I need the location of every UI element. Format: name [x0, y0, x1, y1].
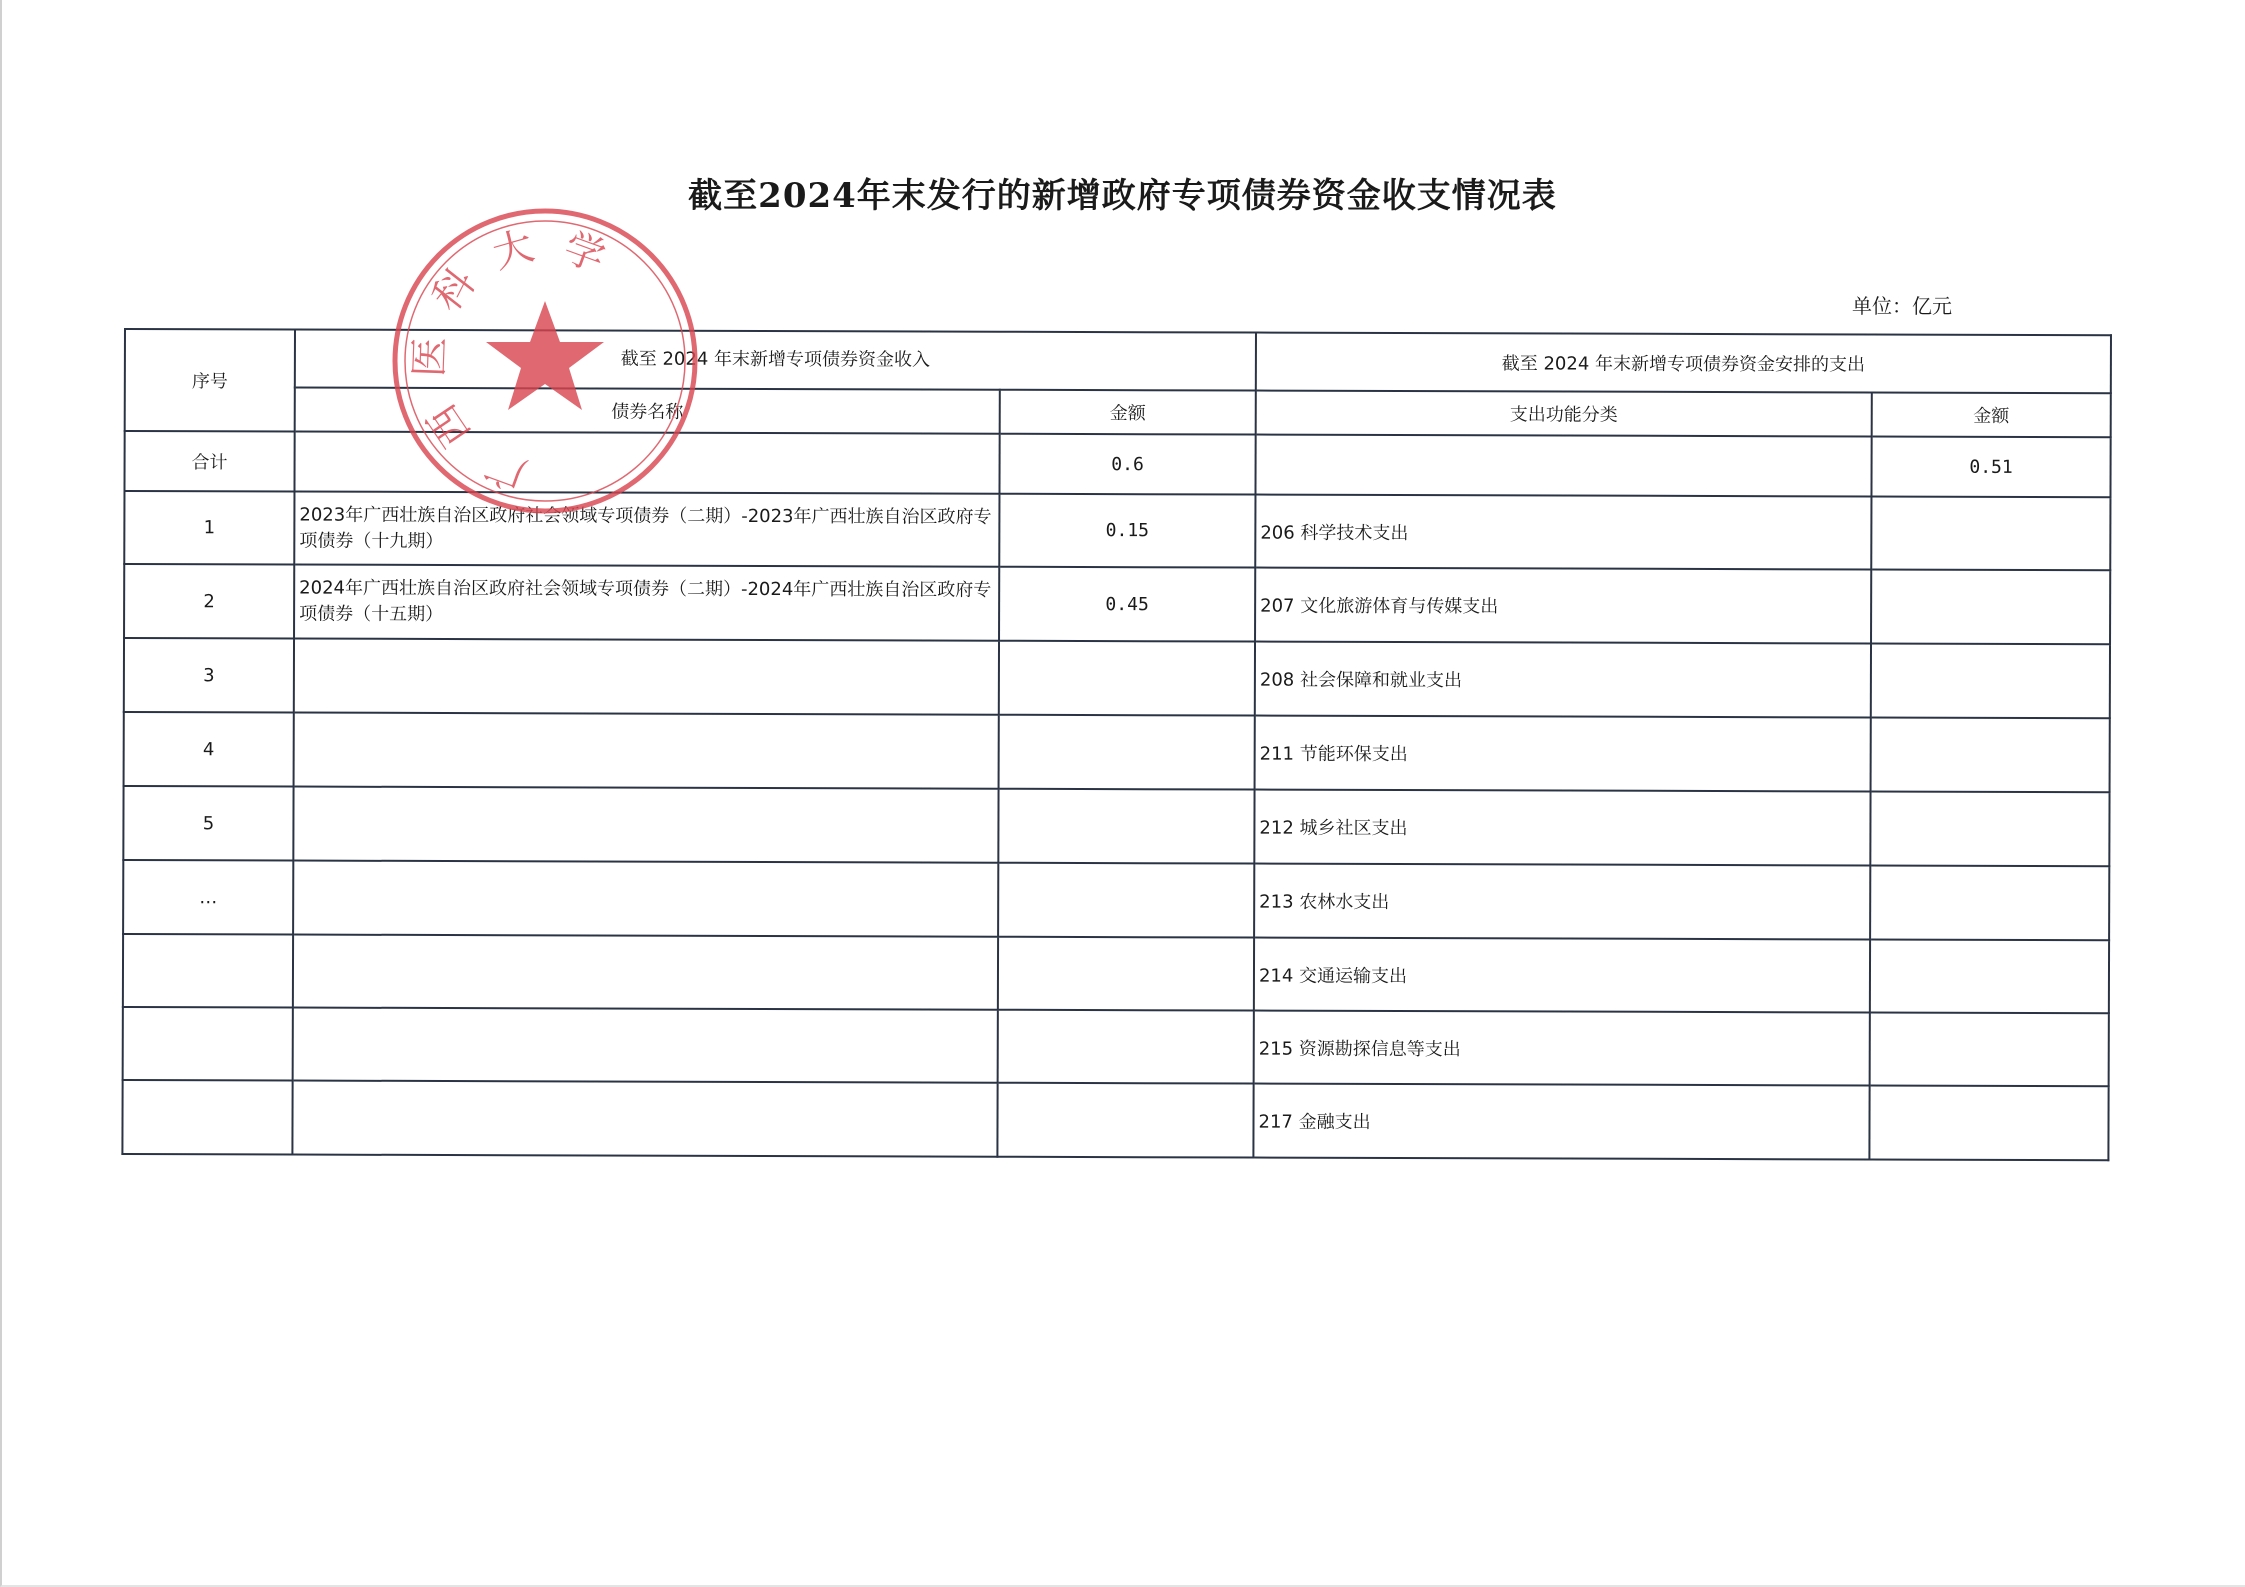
table-row [123, 934, 2109, 1013]
row-income-amount: 0.45 [999, 567, 1255, 642]
header-seq: 序号 [125, 329, 295, 432]
row-income-amount [997, 1083, 1253, 1158]
row-bond-name: 2023年广西壮族自治区政府社会领域专项债券（二期）-2023年广西壮族自治区政府专项债券（十九期） [294, 492, 999, 567]
row-expense-category: 206 科学技术支出 [1255, 495, 1871, 570]
row-expense-amount [1869, 1085, 2108, 1160]
seal-char: 科 [423, 260, 485, 321]
seal-char: 医 [406, 336, 454, 378]
table-row [124, 638, 2110, 718]
row-bond-name [293, 935, 998, 1010]
row-income-amount: 0.15 [999, 494, 1255, 568]
total-income-amount: 0.6 [999, 434, 1255, 495]
row-seq: 2 [124, 564, 294, 639]
header-bond-name: 债券名称 [295, 388, 1000, 434]
row-expense-amount [1871, 643, 2110, 718]
row-expense-amount [1870, 791, 2109, 866]
row-income-amount [998, 789, 1254, 864]
table-row [124, 564, 2110, 644]
row-expense-amount [1870, 939, 2109, 1013]
row-expense-category: 211 节能环保支出 [1255, 716, 1871, 792]
row-income-amount [999, 641, 1255, 716]
seal-char: 西 [419, 395, 480, 455]
row-seq: 3 [124, 638, 294, 713]
row-bond-name [292, 1081, 997, 1157]
total-expense-category [1255, 435, 1871, 497]
row-expense-amount [1870, 865, 2109, 940]
row-bond-name [294, 713, 999, 789]
official-seal [380, 196, 710, 526]
row-expense-amount [1871, 496, 2110, 570]
row-seq [123, 1007, 293, 1081]
seal-char: 学 [557, 224, 611, 282]
table-row [123, 860, 2109, 940]
row-expense-category: 217 金融支出 [1253, 1084, 1869, 1160]
total-label: 合计 [124, 431, 294, 492]
row-expense-amount [1871, 569, 2110, 644]
document-title: 截至2024年末发行的新增政府专项债券资金收支情况表 [688, 176, 1557, 216]
header-income-amount: 金额 [1000, 390, 1256, 435]
seal-text [406, 223, 611, 498]
row-expense-category: 208 社会保障和就业支出 [1255, 642, 1871, 718]
table-row [124, 712, 2110, 792]
row-bond-name [293, 787, 998, 863]
row-bond-name [294, 639, 999, 715]
row-bond-name: 2024年广西壮族自治区政府社会领域专项债券（二期）-2024年广西壮族自治区政府专项债券（十五期） [294, 565, 999, 641]
row-income-amount [999, 715, 1255, 790]
star-icon [486, 301, 604, 410]
unit-label: 单位：亿元 [1852, 294, 1952, 318]
row-bond-name [293, 861, 998, 937]
row-income-amount [998, 937, 1254, 1011]
header-expense-group: 截至 2024 年末新增专项债券资金安排的支出 [1256, 333, 2111, 394]
seal-char: 大 [487, 222, 539, 279]
row-seq: 1 [124, 491, 294, 565]
header-expense-amount: 金额 [1872, 392, 2111, 437]
row-seq: 5 [123, 786, 293, 861]
header-expense-category: 支出功能分类 [1256, 391, 1872, 437]
row-expense-category: 207 文化旅游体育与传媒支出 [1255, 568, 1871, 644]
row-seq: 4 [124, 712, 294, 787]
row-expense-amount [1871, 717, 2110, 792]
row-income-amount [998, 863, 1254, 938]
total-expense-amount: 0.51 [1871, 436, 2110, 497]
row-bond-name [293, 1008, 998, 1083]
row-seq: … [123, 860, 293, 935]
row-income-amount [998, 1010, 1254, 1084]
table-row [123, 1007, 2109, 1086]
table-row [123, 786, 2109, 866]
row-expense-category: 215 资源勘探信息等支出 [1254, 1011, 1870, 1086]
row-seq [122, 1080, 292, 1155]
table-row [122, 1080, 2108, 1160]
row-seq [123, 934, 293, 1008]
row-expense-category: 213 农林水支出 [1254, 864, 1870, 940]
header-income-group: 截至 2024 年末新增专项债券资金收入 [295, 330, 1256, 391]
row-expense-amount [1870, 1012, 2109, 1086]
row-expense-category: 212 城乡社区支出 [1254, 790, 1870, 866]
seal-char: 广 [479, 440, 533, 498]
row-expense-category: 214 交通运输支出 [1254, 938, 1870, 1013]
